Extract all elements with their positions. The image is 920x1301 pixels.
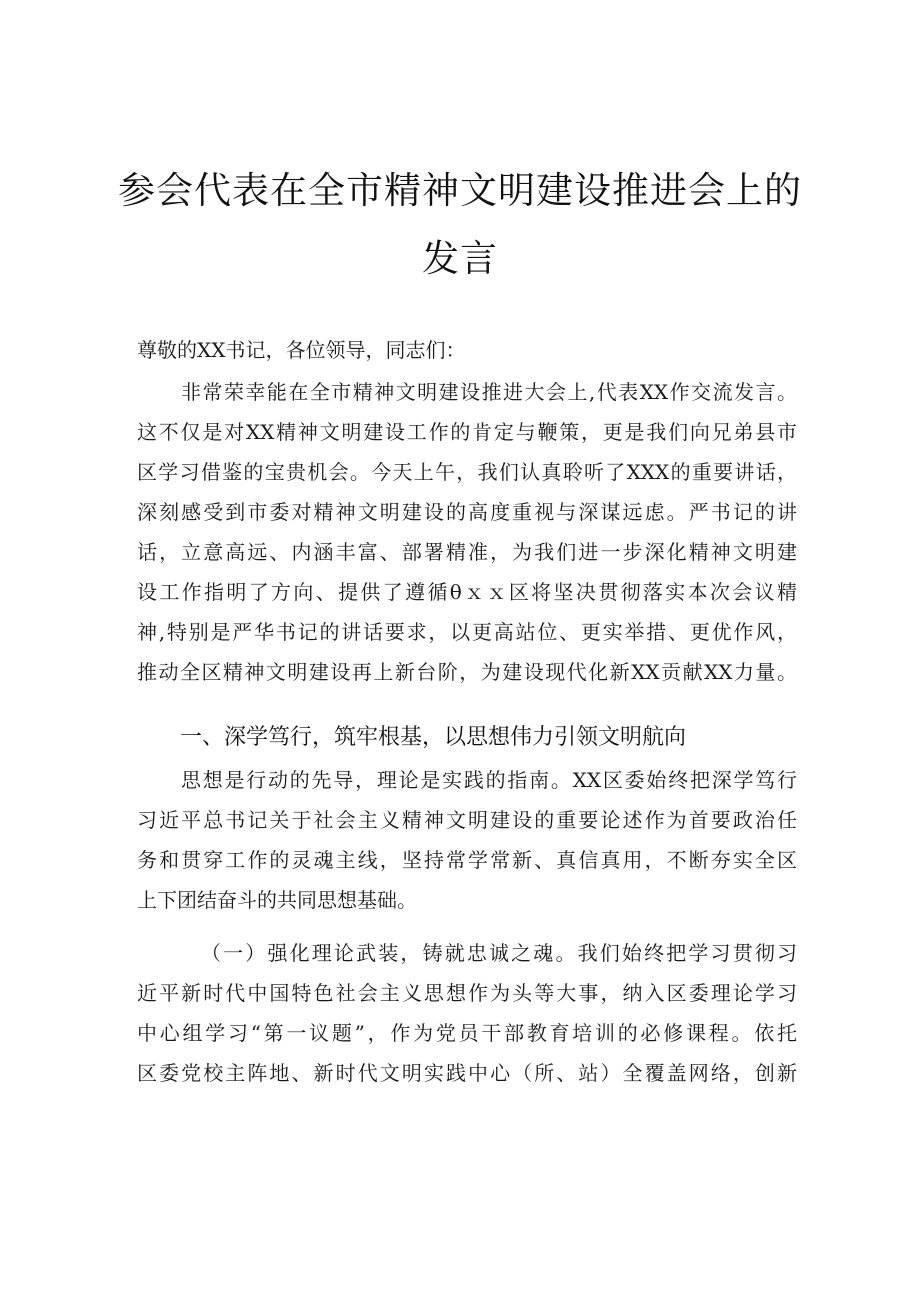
- paragraph-line: 务和贯穿工作的灵魂主线，坚持常学常新、真信真用，不断夯实全区: [137, 848, 797, 872]
- salutation-line: 尊敬的XX书记，各位领导，同志们：: [137, 338, 466, 362]
- paragraph-1: [137, 372, 797, 692]
- section-heading-1: 一、深学笃行，筑牢根基，以思想伟力引领文明航向: [180, 725, 687, 750]
- document-title-line-2: 发言: [422, 237, 498, 280]
- paragraph-line: 话，立意高远、内涵丰富、部署精准，为我们进一步深化精神文明建: [137, 540, 797, 564]
- paragraph-line: 近平新时代中国特色社会主义思想作为头等大事，纳入区委理论学习: [137, 981, 797, 1005]
- paragraph-line: 中心组学习“第一议题”，作为党员干部教育培训的必修课程。依托: [137, 1021, 797, 1045]
- paragraph-line: （一）强化理论武装，铸就忠诚之魂。我们始终把学习贯彻习: [201, 941, 797, 965]
- paragraph-line: 非常荣幸能在全市精神文明建设推进大会上,代表XX作交流发言。: [181, 380, 797, 404]
- salutation: [137, 330, 797, 370]
- paragraph-line: 深刻感受到市委对精神文明建设的高度重视与深谋远虑。严书记的讲: [137, 500, 797, 524]
- paragraph-line: 设工作指明了方向、提供了遵循θｘｘ区将坚决贯彻落实本次会议精: [137, 580, 797, 604]
- paragraph-line: 神,特别是严华书记的讲话要求，以更高站位、更实举措、更优作风，: [137, 620, 797, 644]
- paragraph-line: 习近平总书记关于社会主义精神文明建设的重要论述作为首要政治任: [137, 808, 797, 832]
- paragraph-line: 推动全区精神文明建设再上新台阶，为建设现代化新XX贡献XX力量。: [137, 660, 797, 684]
- paragraph-2: [137, 760, 797, 920]
- paragraph-line: 这不仅是对XX精神文明建设工作的肯定与鞭策，更是我们向兄弟县市: [137, 420, 797, 444]
- document-title-line-1: 参会代表在全市精神文明建设推进会上的: [118, 169, 802, 212]
- paragraph-line: 区委党校主阵地、新时代文明实践中心（所、站）全覆盖网络，创新: [137, 1061, 797, 1085]
- paragraph-line: 上下团结奋斗的共同思想基础。: [137, 888, 417, 912]
- paragraph-line: 思想是行动的先导，理论是实践的指南。XX区委始终把深学笃行: [181, 768, 797, 792]
- paragraph-3: [137, 933, 797, 1093]
- paragraph-line: 区学习借鉴的宝贵机会。今天上午，我们认真聆听了XXX的重要讲话，: [137, 460, 797, 484]
